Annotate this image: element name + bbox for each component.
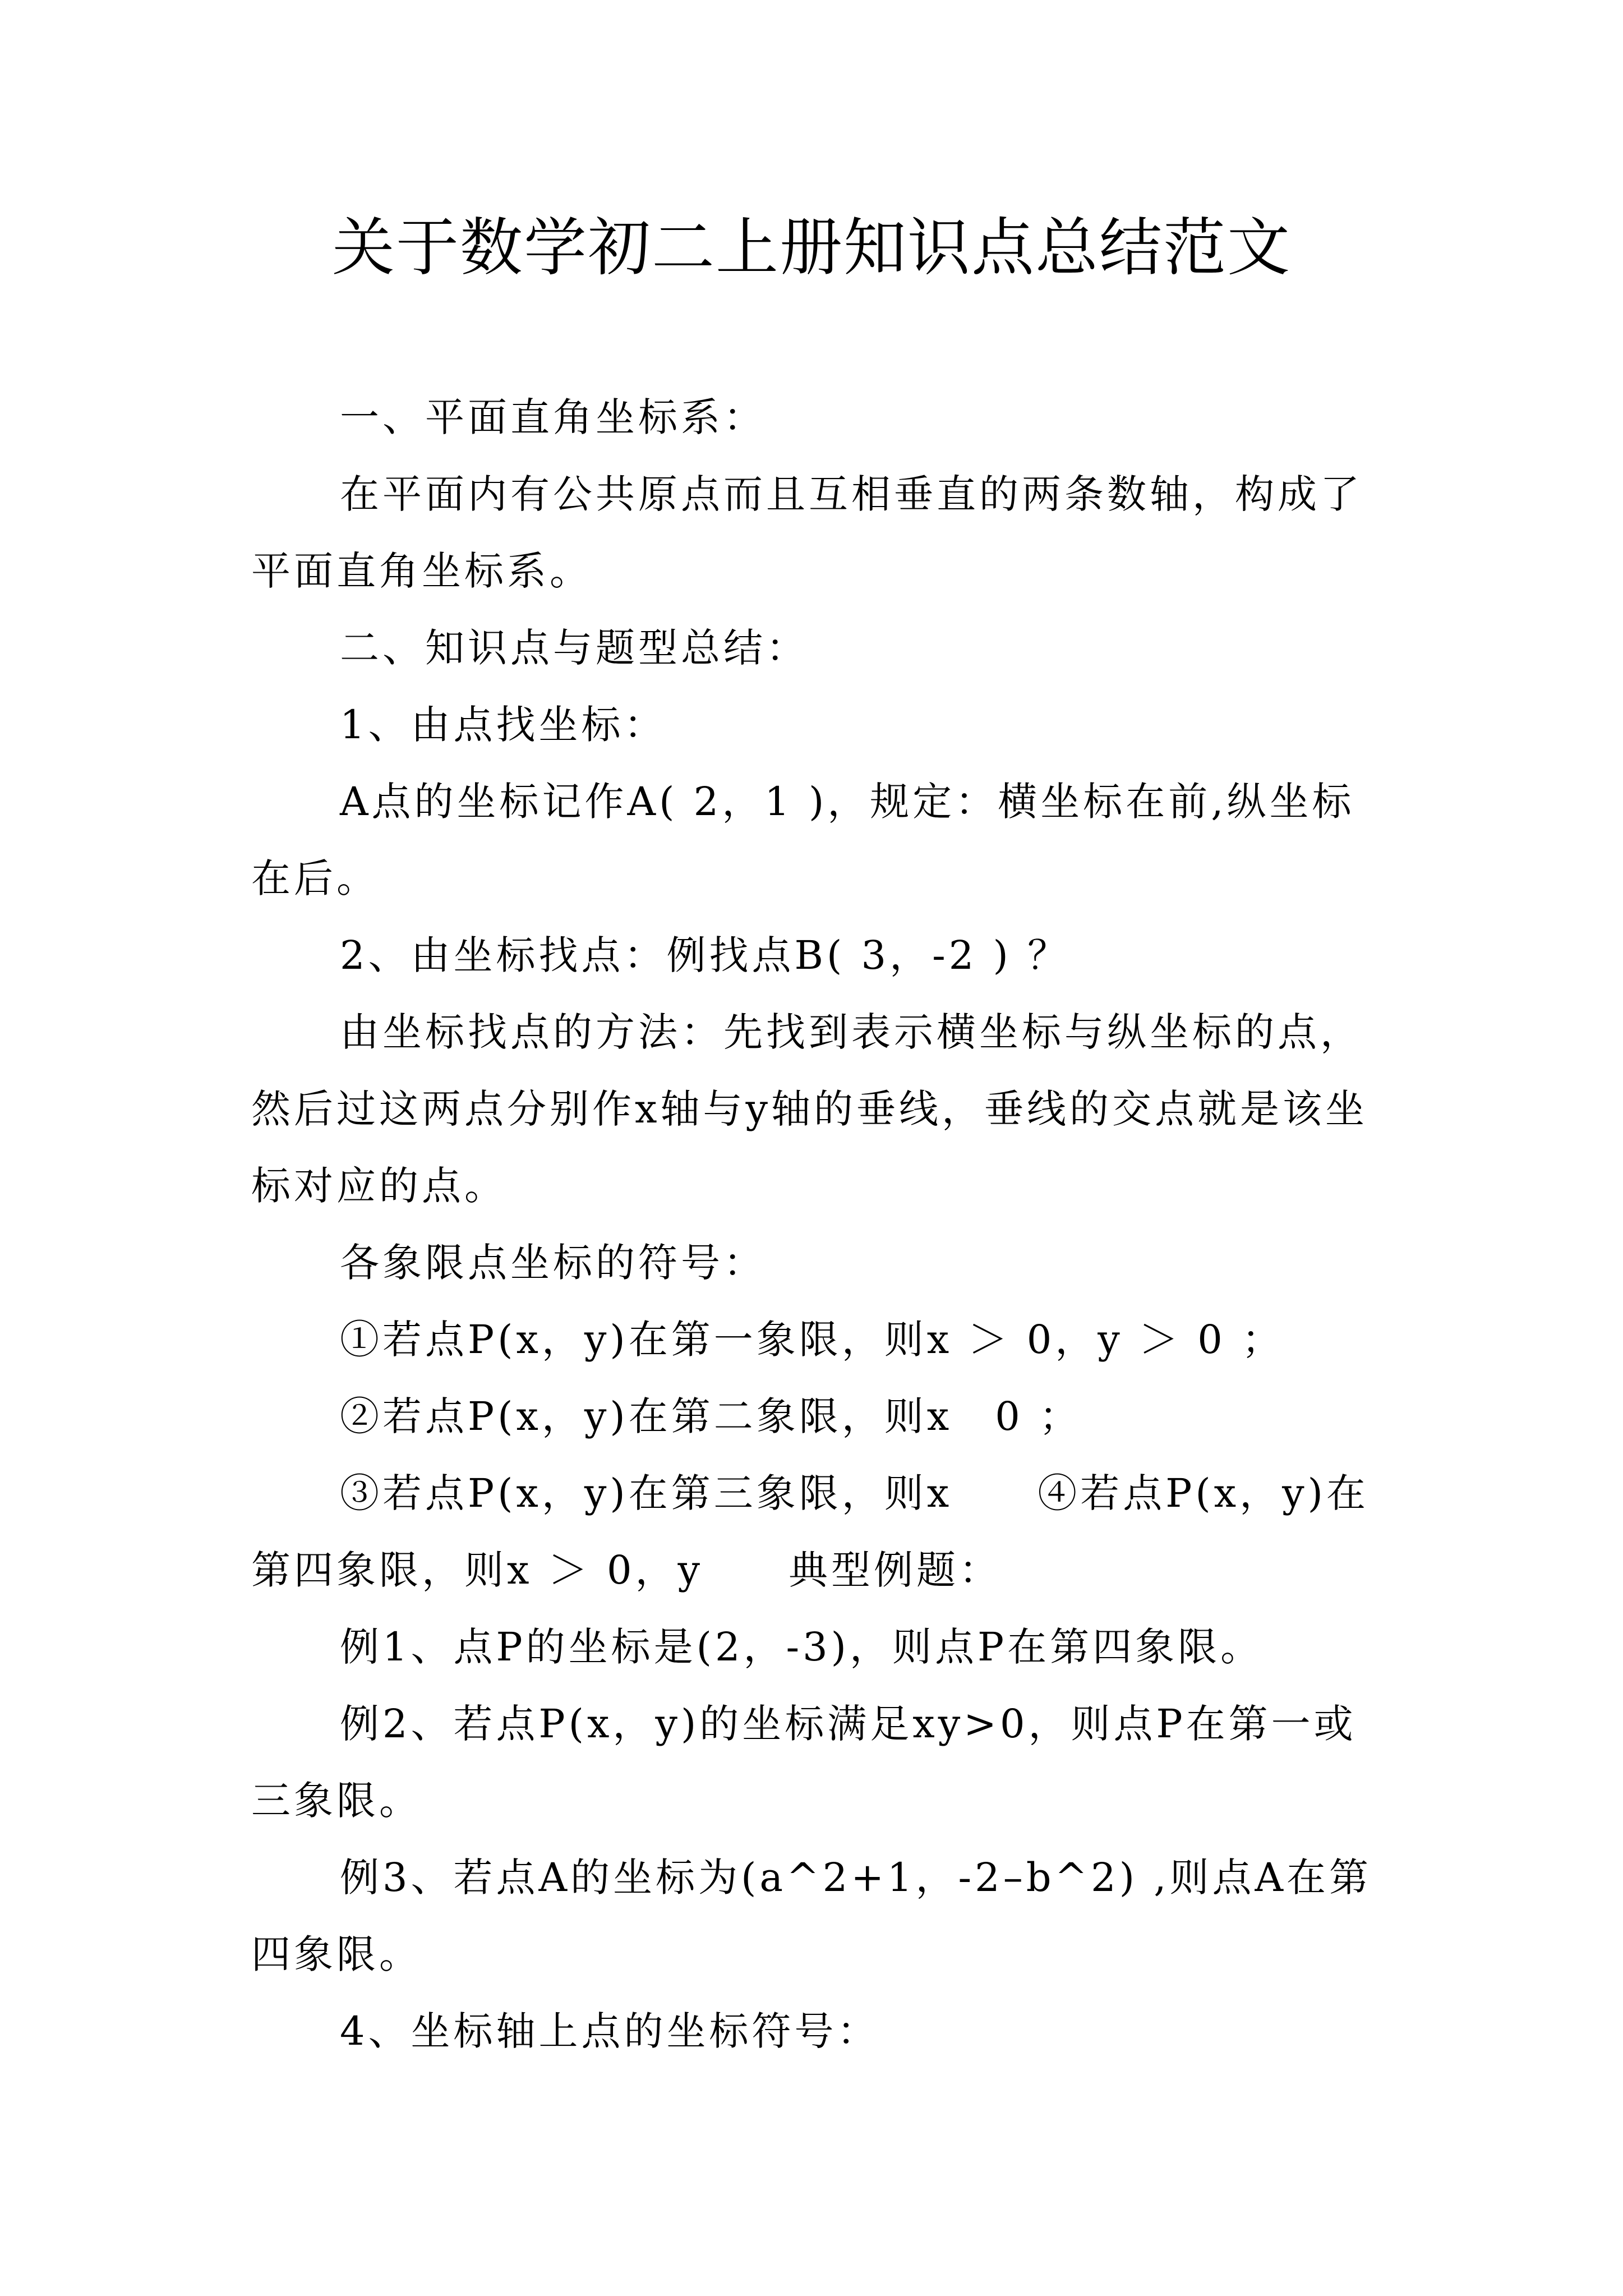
paragraph-quadrant-2: ②若点P(x，y)在第二象限，则x 0 ；	[340, 1393, 1082, 1439]
paragraph-quadrant-1: ①若点P(x，y)在第一象限，则x ＞ 0，y ＞ 0 ；	[340, 1317, 1285, 1363]
document-title: 关于数学初二上册知识点总结范文	[332, 211, 1291, 284]
paragraph-method: 由坐标找点的方法：先找到表示横坐标与纵坐标的点，然后过这两点分别作x轴与y轴的垂线，垂线的交点就是该坐标对应的点。	[251, 1009, 1368, 1209]
paragraph-subheading-1: 1、由点找坐标：	[340, 702, 667, 748]
paragraph-example-3: 例3、若点A的坐标为(a^2+1，-2–b^2) ,则点A在第四象限。	[251, 1855, 1372, 1977]
paragraph-example-2: 例2、若点P(x，y)的坐标满足xy>0，则点P在第一或三象限。	[251, 1701, 1357, 1824]
paragraph-subheading-2: 2、由坐标找点：例找点B( 3，-2 ) ？	[340, 932, 1071, 978]
paragraph-quadrant-signs-heading: 各象限点坐标的符号：	[340, 1240, 766, 1286]
paragraph-section-heading-2: 二、知识点与题型总结：	[340, 625, 809, 671]
paragraph-example-1: 例1、点P的坐标是(2，-3)，则点P在第四象限。	[340, 1624, 1264, 1670]
paragraph-quadrant-3-4: ③若点P(x，y)在第三象限，则x ④若点P(x，y)在第四象限，则x ＞ 0，y 典型例题：	[251, 1470, 1369, 1593]
paragraph-subheading-4: 4、坐标轴上点的坐标符号：	[340, 2008, 880, 2054]
paragraph-coordinate-notation: A点的坐标记作A( 2，1 )，规定：横坐标在前,纵坐标在后。	[251, 779, 1355, 901]
document-body	[251, 379, 1382, 2070]
paragraph-section-heading-1: 一、平面直角坐标系：	[340, 394, 766, 440]
paragraph-definition: 在平面内有公共原点而且互相垂直的两条数轴，构成了平面直角坐标系。	[251, 471, 1363, 594]
